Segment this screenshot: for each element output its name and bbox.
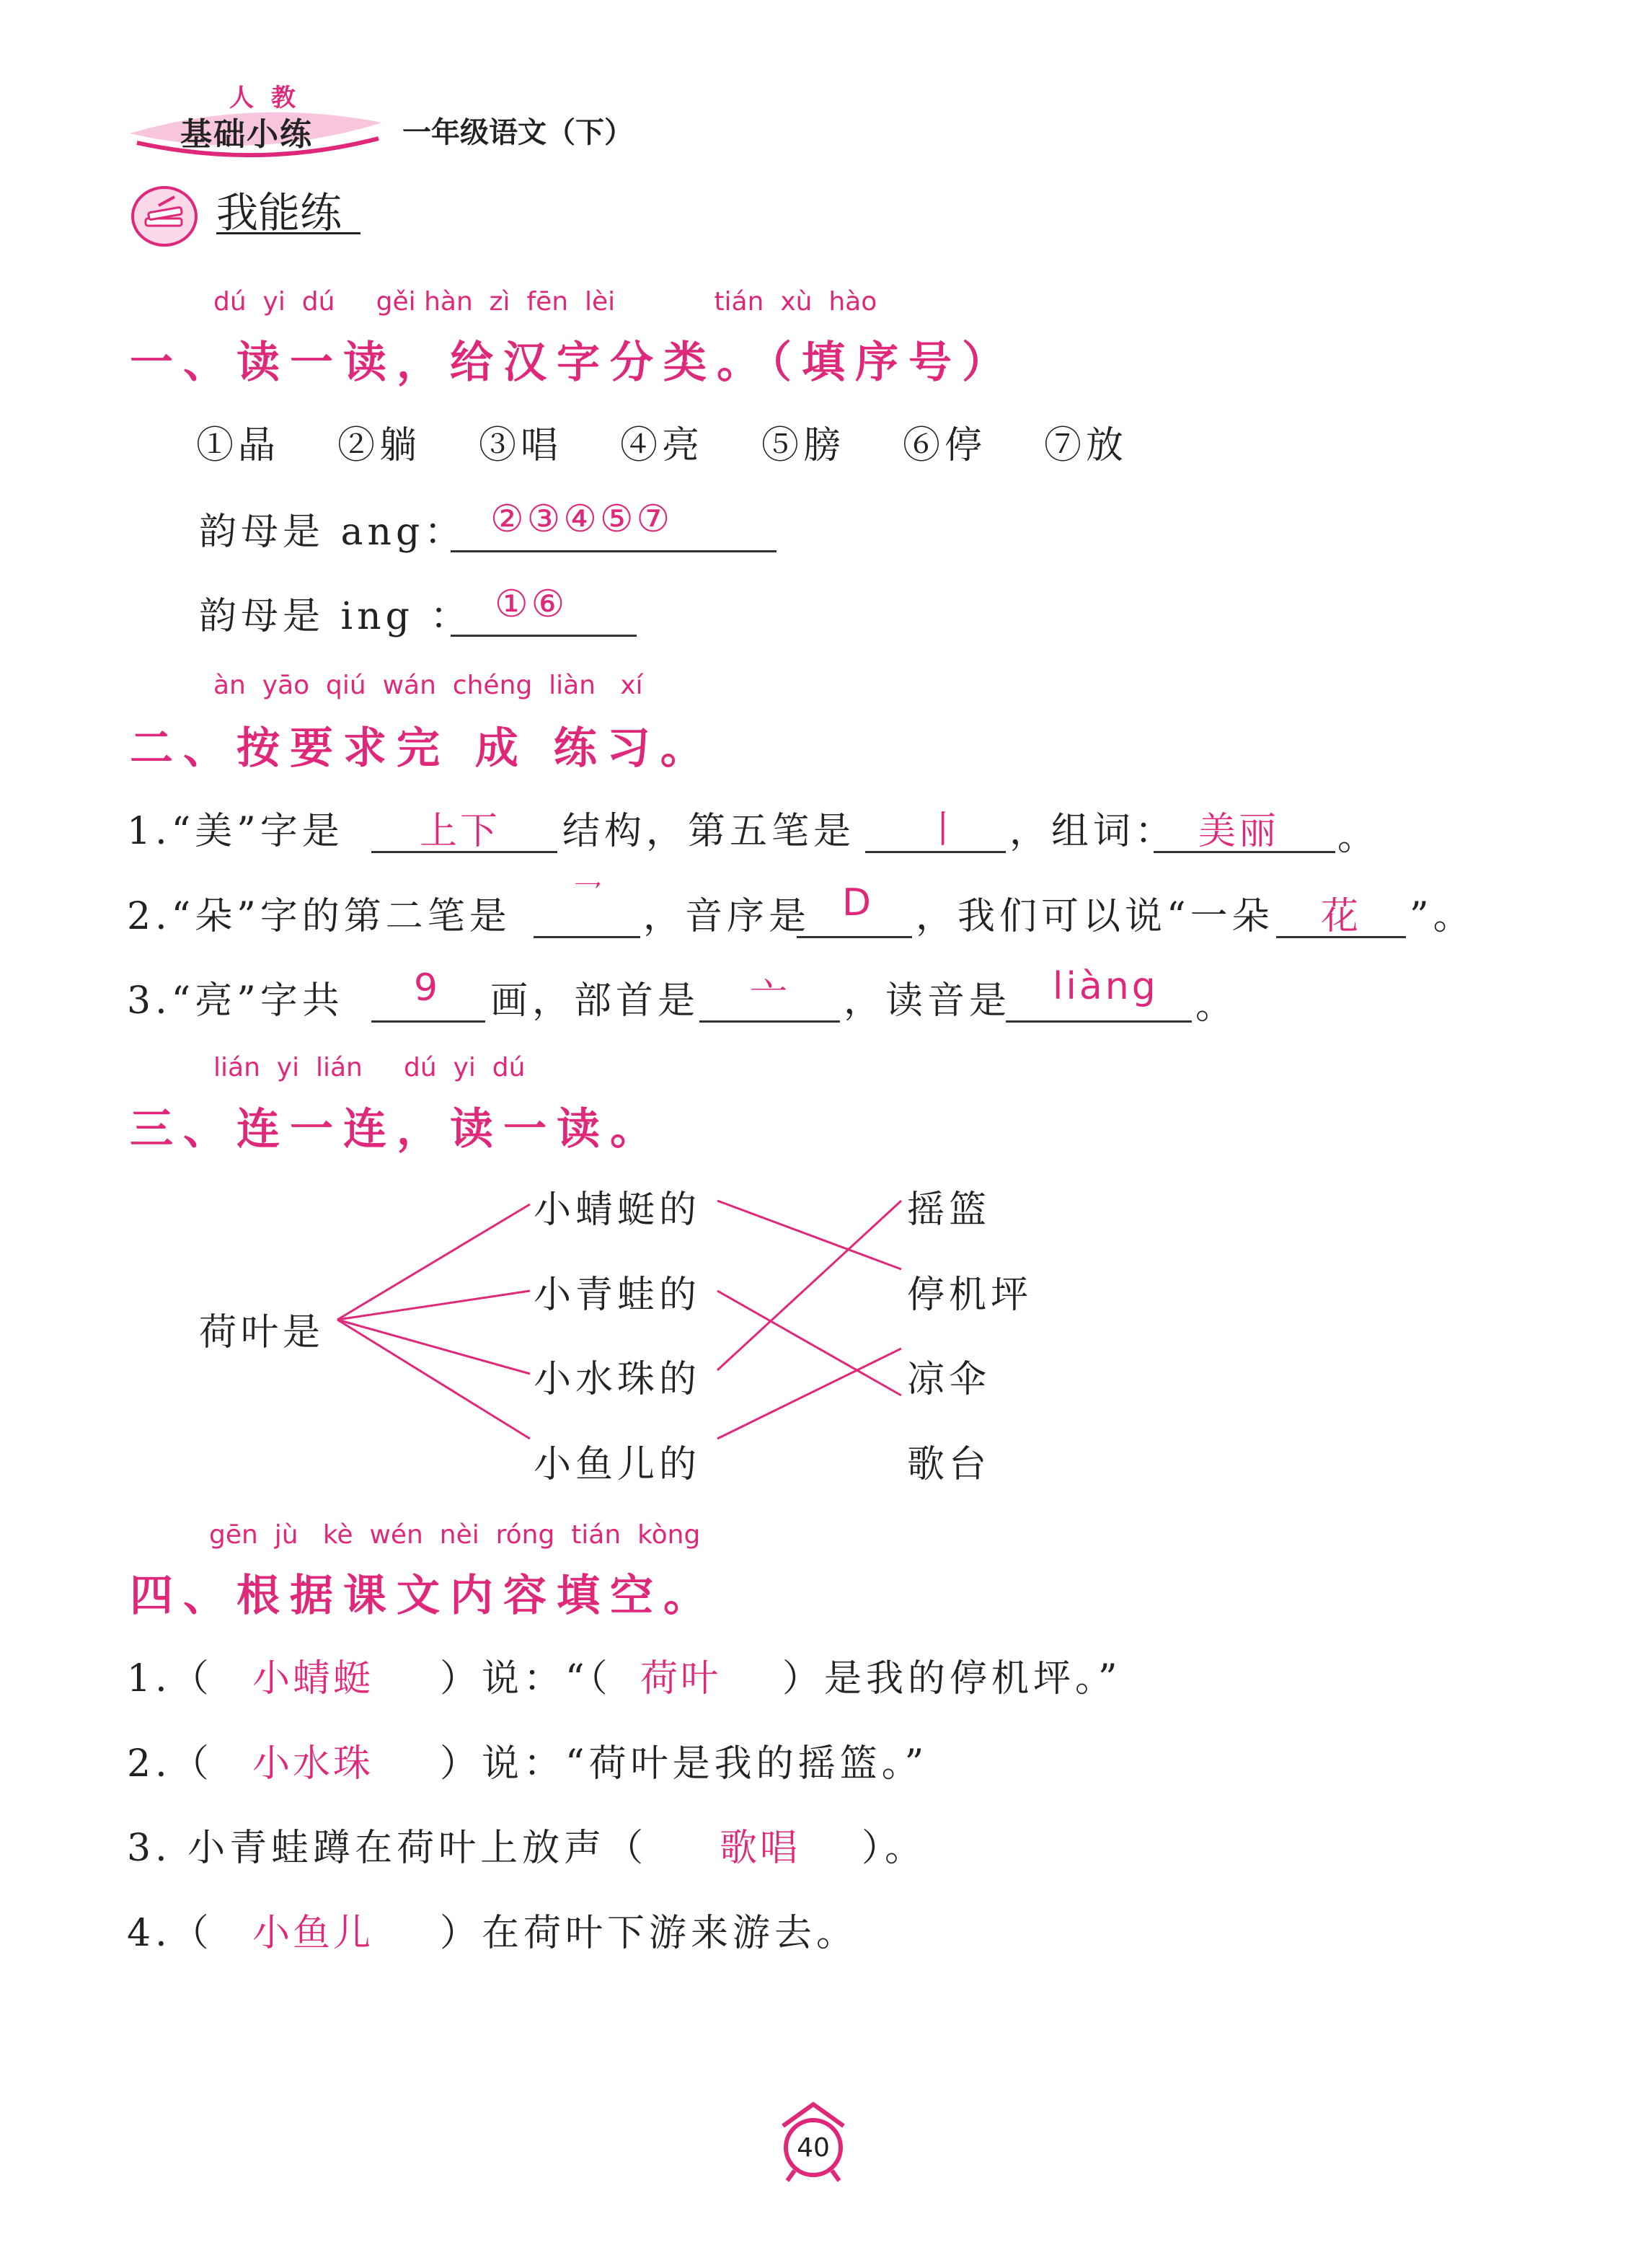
s2-q1-part4: 。 — [1337, 816, 1380, 859]
s4-q4-answer1[interactable]: 小鱼儿 — [252, 1912, 374, 1955]
s2-q3-part3: ，读音是 — [844, 979, 1012, 1023]
char-1: ①晶 — [196, 424, 280, 467]
s4-q2-part2: ）说：“荷叶是我的摇篮。” — [440, 1742, 929, 1786]
char-2: ②躺 — [337, 424, 422, 467]
q1-label: 韵母是 ang： — [199, 511, 466, 554]
series-top: 人 教 — [229, 84, 300, 112]
section-3-heading: 三、连一连，读一读。 — [130, 1104, 663, 1155]
s2-q1-part2: 结构，第五笔是 — [562, 810, 856, 853]
line-subject-droplet — [337, 1320, 530, 1374]
s4-q2-part1: 2.（ — [127, 1742, 213, 1786]
match-right-2[interactable]: 停机坪 — [907, 1274, 1033, 1317]
s4-q1-answer2[interactable]: 荷叶 — [640, 1657, 722, 1700]
q1-answer[interactable]: ②③④⑤⑦ — [490, 498, 673, 541]
match-left-1[interactable]: 小蜻蜓的 — [534, 1188, 702, 1232]
match-right-4[interactable]: 歌台 — [907, 1443, 991, 1486]
s4-q1-part3: ）是我的停机坪。” — [782, 1657, 1122, 1700]
line-frog-stage — [717, 1291, 901, 1395]
s2-q2-part3: ，我们可以说“一朵 — [916, 895, 1274, 938]
s2-q3-answer3[interactable]: liàng — [1053, 965, 1159, 1008]
match-left-3[interactable]: 小水珠的 — [534, 1358, 702, 1401]
match-left-2[interactable]: 小青蛙的 — [534, 1274, 702, 1317]
section-3-pinyin: lián yi lián dú yi dú — [213, 1053, 526, 1082]
s2-q2-part1: 2.“朵”字的第二笔是 — [127, 895, 511, 938]
line-fish-umbrella — [717, 1349, 901, 1439]
s4-q3-part1: 3. 小青蛙蹲在荷叶上放声（ — [127, 1827, 648, 1870]
char-5: ⑤膀 — [761, 424, 846, 467]
char-7: ⑦放 — [1044, 424, 1128, 467]
q2-label: 韵母是 ing ： — [199, 595, 472, 638]
q2-answer[interactable]: ①⑥ — [495, 583, 568, 626]
s2-q2-part4: ”。 — [1410, 895, 1475, 938]
book-title: 一年级语文（下） — [402, 116, 633, 149]
s2-q2-part2: ，音序是 — [643, 895, 811, 938]
s4-q1-part2: ）说：“（ — [440, 1657, 612, 1700]
section-4-pinyin: gēn jù kè wén nèi róng tián kòng — [209, 1520, 701, 1550]
line-subject-frog — [337, 1291, 530, 1320]
char-6: ⑥停 — [903, 424, 987, 467]
s4-q1-answer1[interactable]: 小蜻蜓 — [252, 1657, 374, 1700]
line-droplet-cradle — [717, 1201, 901, 1370]
section-2-heading: 二、按要求完 成 练习。 — [130, 723, 714, 774]
s2-q2-answer1[interactable]: 乛 — [573, 879, 605, 912]
match-right-3[interactable]: 凉伞 — [907, 1358, 991, 1401]
section-1-heading: 一、读一读，给汉字分类。（填序号） — [130, 337, 1015, 388]
match-left-4[interactable]: 小鱼儿的 — [534, 1443, 702, 1486]
s4-q3-part2: ）。 — [862, 1827, 927, 1870]
s4-q2-answer1[interactable]: 小水珠 — [252, 1742, 374, 1786]
s2-q1-answer1[interactable]: 上下 — [420, 810, 501, 853]
s2-q1-part3: ，组词： — [1009, 810, 1177, 853]
match-subject: 荷叶是 — [199, 1311, 325, 1354]
section-1-pinyin: dú yi dú gěi hàn zì fēn lèi tián xù hào — [213, 287, 877, 317]
section-4-heading: 四、根据课文内容填空。 — [130, 1571, 717, 1621]
line-dragonfly-airport — [717, 1201, 901, 1269]
s4-q3-answer1[interactable]: 歌唱 — [720, 1827, 801, 1870]
section-2-pinyin: àn yāo qiú wán chéng liàn xí — [213, 671, 643, 700]
line-subject-dragonfly — [337, 1204, 530, 1320]
s2-q3-answer2[interactable]: 亠 — [750, 976, 791, 1019]
match-right-1[interactable]: 摇篮 — [907, 1188, 991, 1232]
s2-q3-answer1[interactable]: 9 — [414, 966, 441, 1010]
s2-q1-part1: 1.“美”字是 — [127, 810, 344, 853]
s4-q1-part1: 1.（ — [127, 1657, 213, 1700]
s2-q3-part4: 。 — [1195, 984, 1238, 1028]
s2-q3-part2: 画，部首是 — [490, 979, 700, 1023]
char-3: ③唱 — [479, 424, 563, 467]
line-subject-fish — [337, 1320, 530, 1439]
page-number: 40 — [797, 2133, 830, 2163]
s2-q2-answer3[interactable]: 花 — [1321, 895, 1362, 938]
s2-q1-answer3[interactable]: 美丽 — [1198, 810, 1280, 853]
s4-q4-part2: ）在荷叶下游来游去。 — [440, 1912, 859, 1955]
s2-q1-answer2[interactable]: 丨 — [924, 808, 965, 852]
series-name: 基础小练 — [180, 116, 313, 153]
char-4: ④亮 — [620, 424, 704, 467]
s2-q2-answer2[interactable]: D — [842, 881, 875, 925]
s4-q4-part1: 4.（ — [127, 1912, 213, 1955]
practice-title: 我能练 — [216, 188, 342, 237]
s2-q3-part1: 3.“亮”字共 — [127, 979, 344, 1023]
